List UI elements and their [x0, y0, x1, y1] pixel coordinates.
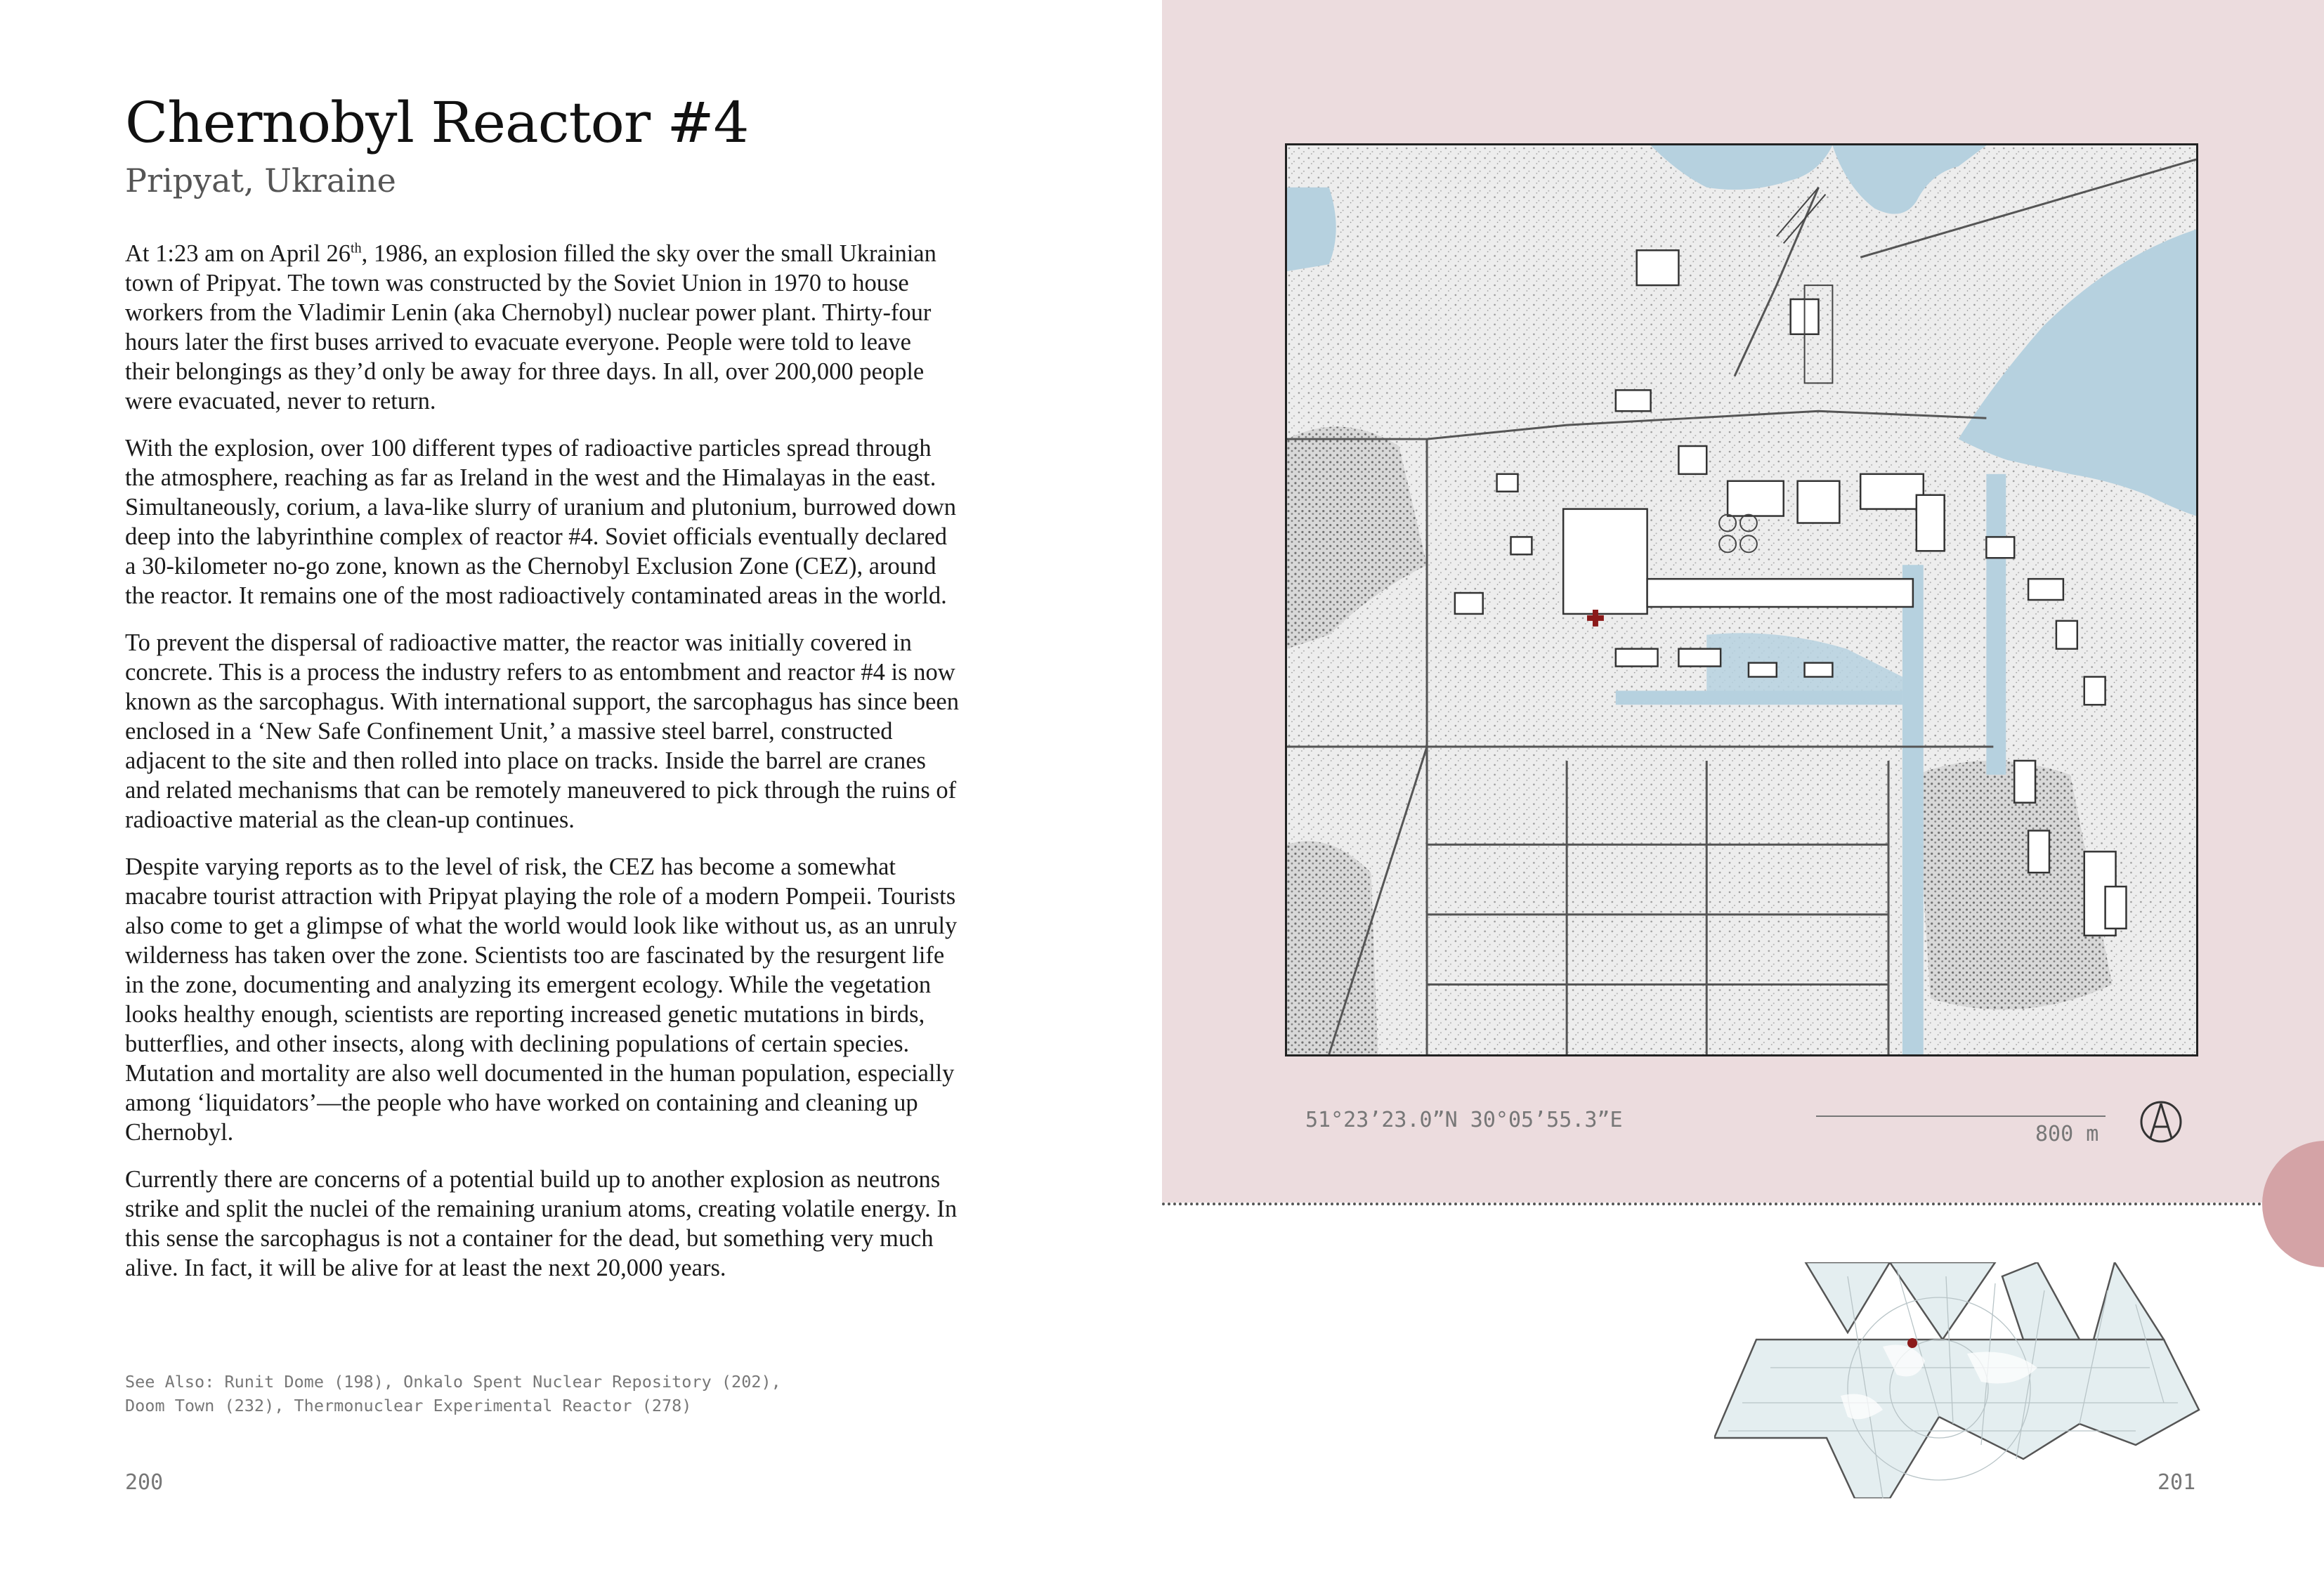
paragraph-4: Despite varying reports as to the level of risk, the CEZ has become a somewhat macabre tourist attraction with Pripyat playing the role of a modern Pompeii. Tourists also come to get a glimpse of what the world would look like without us, as an unruly wilderness has taken over the zone. Scientists too are fascinated by the resurgent life in the zone, documenting and analyzing its emergent ecology. While the vegetation looks healthy enough, scientists are reporting increased genetic mutations in birds, butterflies, and other insects, along with declining populations of certain species. Mutation and mortality are also well documented in the human population, especially among ‘liquidators’—the people who have worked on containing and cleaning up Chernobyl.	[125, 853, 958, 1146]
see-also-line-2: Doom Town (232), Thermonuclear Experimental Reactor (278)	[125, 1396, 692, 1415]
page-title: Chernobyl Reactor #4	[125, 90, 749, 155]
north-arrow-icon	[2139, 1100, 2183, 1144]
location-dot-icon	[1907, 1338, 1917, 1348]
page-subtitle: Pripyat, Ukraine	[125, 162, 396, 199]
map-coordinates: 51°23’23.0”N 30°05’55.3”E	[1305, 1108, 1623, 1132]
see-also-line-1: See Also: Runit Dome (198), Onkalo Spent Nuclear Repository (202),	[125, 1372, 781, 1392]
aerial-site-map	[1285, 143, 2198, 1056]
paragraph-1-rest: , 1986, an explosion filled the sky over the small Ukrainian town of Pripyat. The town was constructed by the Soviet Union in 1970 to house workers from the Vladimir Lenin (aka Chernobyl) nuclear power plant. Thirty-four hours later the first buses arrived to evacuate everyone. People were told to leave their belongings as they’d only be away for three days. In all, over 200,000 people were evacuated, never to return.	[125, 240, 936, 414]
paragraph-1-start: At 1:23 am on April 26	[125, 240, 351, 267]
ordinal-suffix: th	[351, 240, 362, 256]
scale-label: 800 m	[2035, 1122, 2099, 1146]
paragraph-1	[125, 239, 961, 416]
world-projection-map	[1714, 1262, 2206, 1498]
site-map-drawing	[1287, 145, 2196, 1054]
paragraph-2: With the explosion, over 100 different types of radioactive particles spread through the atmosphere, reaching as far as Ireland in the west and the Himalayas in the east. Simultaneously, corium, a lava-like slurry of uranium and plutonium, burrowed down deep into the labyrinthine complex of reactor #4. Soviet officials eventually declared a 30-kilometer no-go zone, known as the Chernobyl Exclusion Zone (CEZ), around the reactor. It remains one of the most radioactively contaminated areas in the world.	[125, 435, 956, 609]
page-number-left: 200	[125, 1470, 164, 1495]
scale-bar	[1816, 1115, 2106, 1117]
paragraph-3: To prevent the dispersal of radioactive matter, the reactor was initially covered in concrete. This is a process the industry refers to as entombment and reactor #4 is now known as the sarcophagus. With international support, the sarcophagus has since been enclosed in a ‘New Safe Confinement Unit,’ a massive steel barrel, constructed adjacent to the site and then rolled into place on tracks. Inside the barrel are cranes and related mechanisms that can be remotely maneuvered to pick through the ruins of radioactive material as the clean-up continues.	[125, 629, 959, 833]
dotted-divider	[1162, 1203, 2324, 1205]
see-also	[125, 1370, 781, 1418]
page-number-right: 201	[2157, 1470, 2196, 1495]
body-text	[125, 239, 961, 1300]
paragraph-5: Currently there are concerns of a potential build up to another explosion as neutrons strike and split the nuclei of the remaining uranium atoms, creating volatile energy. In this sense the sarcophagus is not a container for the dead, but something very much alive. In fact, it will be alive for at least the next 20,000 years.	[125, 1166, 958, 1281]
